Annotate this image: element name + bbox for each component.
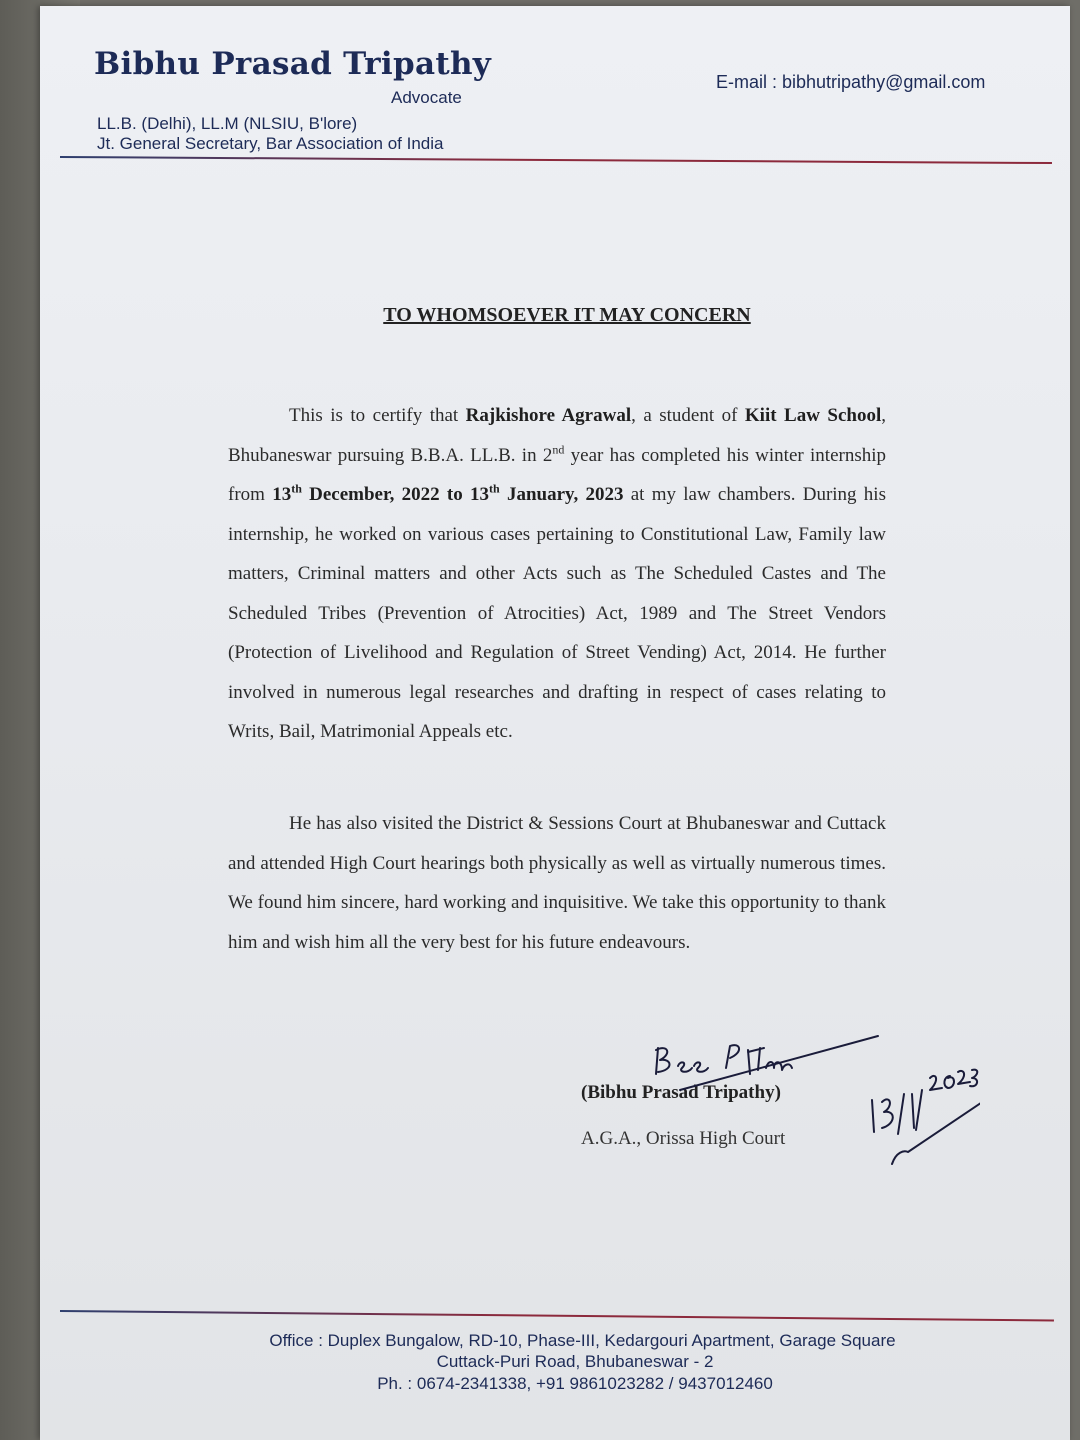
letter-page	[40, 6, 1070, 1440]
p1-c: year has completed his winter internship from	[228, 444, 886, 505]
p1-intro: This is to certify that	[289, 405, 466, 426]
from-rest: December, 2022 to 13	[301, 484, 490, 505]
letterhead-email: E-mail : bibhutripathy@gmail.com	[716, 72, 986, 92]
internship-dates	[272, 481, 624, 505]
handwritten-signature	[560, 1024, 980, 1174]
signatory-title: A.G.A., Orissa High Court	[581, 1128, 786, 1149]
letterhead-position: Jt. General Secretary, Bar Association of India	[97, 134, 444, 153]
header-divider	[60, 156, 1052, 164]
letterhead-role: Advocate	[391, 88, 462, 107]
from-day: 13	[272, 484, 292, 505]
p1-d: at my law chambers. During his internship, he worked on various cases pertaining to Constitutional Law, Family law matters, Criminal matters and other Acts such as The Scheduled Castes and The Scheduled Tribes (Prevention of Atrocities) Act, 1989 and The Street Vendors (Protection of Livelihood and Regulation of Street Vending) Act, 2014. He further involved in numerous legal researches and drafting in respect of cases relating to Writs, Bail, Matrimonial Appeals etc.	[228, 484, 886, 742]
p1-b: , Bhubaneswar pursuing B.B.A. LL.B. in 2	[228, 405, 886, 466]
p2-text: He has also visited the District & Sessions Court at Bhubaneswar and Cuttack and attended High Court hearings both physically as well as virtually numerous times. We found him sincere, hard working and inquisitive. We take this opportunity to thank him and wish him all the very best for his future endeavours.	[228, 813, 886, 953]
from-sup: th	[291, 481, 302, 496]
body-paragraph-2	[228, 804, 886, 962]
p1-a: , a student of	[631, 405, 745, 426]
body-paragraph-1	[228, 396, 886, 752]
letterhead-name: Bibhu Prasad Tripathy	[94, 46, 492, 82]
footer-address-line-2: Cuttack-Puri Road, Bhubaneswar - 2	[436, 1352, 714, 1371]
letterhead-credentials: LL.B. (Delhi), LL.M (NLSIU, B'lore)	[97, 114, 358, 133]
to-sup: th	[489, 481, 500, 496]
year-sup: nd	[552, 442, 565, 457]
school-name: Kiit Law School	[744, 405, 882, 426]
footer-address-line-1: Office : Duplex Bungalow, RD-10, Phase-III, Kedargouri Apartment, Garage Square	[269, 1331, 896, 1350]
to-rest: January, 2023	[499, 484, 624, 505]
footer-divider	[60, 1310, 1054, 1322]
student-name: Rajkishore Agrawal	[465, 405, 632, 426]
letter-heading: TO WHOMSOEVER IT MAY CONCERN	[383, 304, 751, 326]
signatory-name: (Bibhu Prasad Tripathy)	[581, 1082, 781, 1103]
footer-phone: Ph. : 0674-2341338, +91 9861023282 / 9437012460	[377, 1374, 773, 1393]
